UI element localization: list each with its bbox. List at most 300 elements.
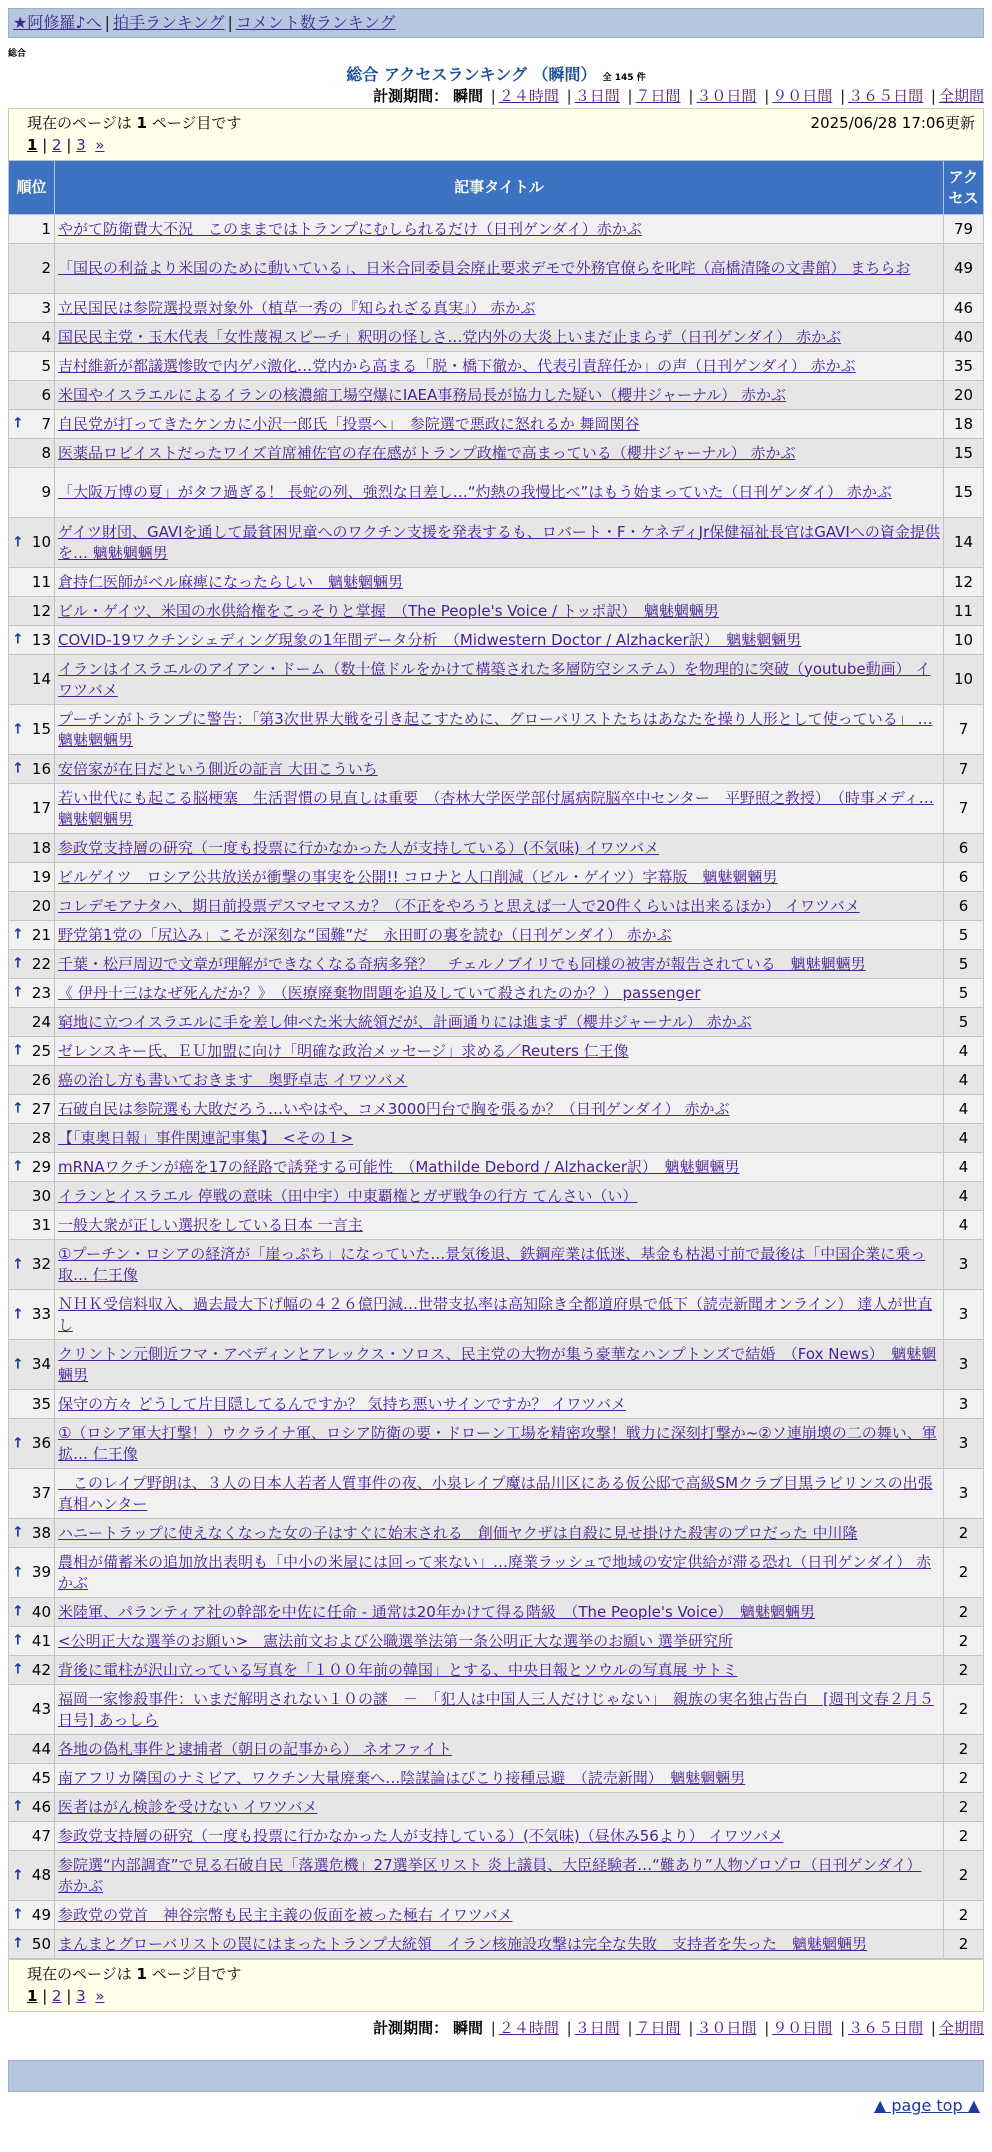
table-row: [9, 1685, 984, 1735]
rank-number: 8: [41, 443, 51, 462]
article-link[interactable]: 農相が備蓄米の追加放出表明も「中小の米屋には回って来ない」…廃業ラッシュで地域の安定供給が滞る恐れ（日刊ゲンダイ） 赤かぶ: [58, 1552, 931, 1592]
rank-cell: [9, 1685, 55, 1735]
rank-cell: [9, 410, 55, 439]
title-cell: [55, 244, 944, 294]
article-link[interactable]: 南アフリカ隣国のナミビア、ワクチン大量廃棄へ…陰謀論はびこり接種忌避 （読売新聞） 魑魅魍魎男: [58, 1768, 746, 1787]
article-link[interactable]: 参政党支持層の研究（一度も投票に行かなかった人が支持している）(不気味) イワツバメ: [58, 838, 660, 857]
title-cell: [55, 410, 944, 439]
table-row: [9, 468, 984, 518]
rank-cell: [9, 568, 55, 597]
article-link[interactable]: 安倍家が在日だという側近の証言 大田こういち: [58, 759, 378, 778]
period-link-24h[interactable]: ２４時間: [498, 87, 559, 105]
article-link[interactable]: 自民党が打ってきたケンカに小沢一郎氏「投票へ」 参院選で悪政に怒れるか 舞岡関谷: [58, 414, 640, 433]
access-count: 7: [944, 705, 984, 755]
access-count: 2: [944, 1656, 984, 1685]
article-link[interactable]: イランとイスラエル 停戦の意味（田中宇）中東覇権とガザ戦争の行方 てんさい（い）: [58, 1186, 638, 1205]
rank-cell: [9, 834, 55, 863]
table-row: [9, 979, 984, 1008]
rank-cell: [9, 755, 55, 784]
article-link[interactable]: コレデモアナタハ、期日前投票デスマセマスカ？（不正をやろうと思えば一人で20件くらいは出来るほか） イワツバメ: [58, 896, 860, 915]
rank-cell: [9, 705, 55, 755]
access-count: 49: [944, 244, 984, 294]
access-count: 2: [944, 1764, 984, 1793]
access-count: 40: [944, 323, 984, 352]
access-count: 35: [944, 352, 984, 381]
article-link[interactable]: ハニートラップに使えなくなった女の子はすぐに始末される 創価ヤクザは自殺に見せ掛けた殺害のプロだった 中川隆: [58, 1523, 858, 1542]
title-cell: [55, 1822, 944, 1851]
access-count: 20: [944, 381, 984, 410]
access-count: 3: [944, 1419, 984, 1469]
rank-cell: [9, 1340, 55, 1390]
rank-cell: [9, 1822, 55, 1851]
title-cell: [55, 834, 944, 863]
title-cell: [55, 1290, 944, 1340]
article-link[interactable]: 保守の方々 どうして片目隠してるんですか？ 気持ち悪いサインですか？ イワツバメ: [58, 1394, 626, 1413]
article-link[interactable]: 各地の偽札事件と逮捕者（朝日の記事から） ネオファイト: [58, 1739, 453, 1758]
rank-cell: [9, 979, 55, 1008]
access-count: 4: [944, 1211, 984, 1240]
title-cell: [55, 294, 944, 323]
article-link[interactable]: 石破自民は参院選も大敗だろう…いやはや、コメ3000円台で胸を張るか？（日刊ゲンダイ） 赤かぶ: [58, 1099, 730, 1118]
table-row: [9, 518, 984, 568]
rank-number: 3: [41, 298, 51, 317]
title-cell: [55, 597, 944, 626]
access-count: 3: [944, 1290, 984, 1340]
rank-number: 7: [41, 414, 51, 433]
page-2-link-bottom[interactable]: 2: [52, 1987, 62, 2005]
title-cell: [55, 1627, 944, 1656]
article-link[interactable]: 背後に電柱が沢山立っている写真を「１００年前の韓国」とする、中央日報とソウルの写真展 サトミ: [58, 1660, 738, 1679]
rank-cell: [9, 1519, 55, 1548]
table-row: [9, 755, 984, 784]
title-cell: [55, 1182, 944, 1211]
period-label: 計測期間：: [373, 87, 449, 105]
period-current: 瞬間: [452, 87, 483, 105]
access-count: 4: [944, 1153, 984, 1182]
up-arrow-icon: ↑: [12, 721, 24, 737]
comment-ranking-link[interactable]: コメント数ランキング: [235, 13, 396, 32]
title-cell: [55, 1685, 944, 1735]
rank-number: 41: [31, 1631, 51, 1650]
title-cell: [55, 1419, 944, 1469]
rank-number: 27: [31, 1099, 51, 1118]
rank-cell: [9, 1124, 55, 1153]
title-cell: [55, 1240, 944, 1290]
period-link-90d[interactable]: ９０日間: [772, 87, 833, 105]
access-count: 10: [944, 655, 984, 705]
rank-number: 46: [31, 1797, 51, 1816]
rank-number: 5: [41, 356, 51, 375]
up-arrow-icon: ↑: [12, 984, 24, 1001]
rank-cell: [9, 1901, 55, 1930]
next-page-link[interactable]: »: [95, 136, 105, 154]
count-column-header: アクセス: [944, 161, 984, 215]
table-row: [9, 1290, 984, 1340]
up-arrow-icon: ↑: [12, 1256, 24, 1272]
article-link[interactable]: 参院選“内部調査”で見る石破自民「落選危機」27選挙区リスト 炎上議員、大臣経験者…“難あり”人物ゾロゾロ（日刊ゲンダイ） 赤かぶ: [58, 1855, 922, 1895]
article-link[interactable]: 一般大衆が正しい選択をしている日本 一言主: [58, 1215, 363, 1234]
rank-number: 1: [41, 219, 51, 238]
title-cell: [55, 655, 944, 705]
rank-cell: [9, 1066, 55, 1095]
rank-cell: [9, 1764, 55, 1793]
access-count: 5: [944, 921, 984, 950]
rank-cell: [9, 950, 55, 979]
table-row: [9, 1930, 984, 1959]
page-info-bottom: [8, 1959, 984, 2012]
rank-number: 38: [31, 1523, 51, 1542]
table-row: [9, 1548, 984, 1598]
title-cell: [55, 950, 944, 979]
title-cell: [55, 626, 944, 655]
rank-number: 2: [41, 259, 51, 277]
title-cell: [55, 468, 944, 518]
rank-cell: [9, 1793, 55, 1822]
up-arrow-icon: ↑: [12, 1356, 24, 1372]
rank-cell: [9, 1627, 55, 1656]
page-3-link-bottom[interactable]: 3: [76, 1987, 86, 2005]
access-count: 4: [944, 1182, 984, 1211]
table-row: [9, 294, 984, 323]
rank-number: 25: [31, 1041, 51, 1060]
article-link[interactable]: 国民民主党・玉木代表「女性蔑視スピーチ」釈明の怪しさ…党内外の大炎上いまだ止まらず（日刊ゲンダイ） 赤かぶ: [58, 327, 841, 346]
up-arrow-icon: ↑: [12, 1661, 24, 1678]
article-link[interactable]: このレイプ野朗は、３人の日本人若者人質事件の夜、小泉レイプ魔は品川区にある仮公邸で高級SMクラブ目黒ラビリンスの出張 真相ハンター: [58, 1473, 933, 1513]
access-count: 2: [944, 1685, 984, 1735]
article-link[interactable]: ①プーチン・ロシアの経済が「崖っぷち」になっていた…景気後退、鉄鋼産業は低迷、基金も枯渇寸前で最後は「中国企業に乗っ取… 仁王像: [58, 1244, 926, 1284]
article-link[interactable]: まんまとグローバリストの罠にはまったトランプ大統領 イラン核施設攻撃は完全な失敗 支持者を失った 魑魅魍魎男: [58, 1934, 867, 1953]
rank-number: 36: [31, 1434, 51, 1452]
access-count: 2: [944, 1735, 984, 1764]
access-count: 6: [944, 892, 984, 921]
rank-number: 30: [31, 1186, 51, 1205]
page-2-link[interactable]: 2: [52, 136, 62, 154]
title-cell: [55, 568, 944, 597]
article-link[interactable]: 立民国民は参院選投票対象外（植草一秀の『知られざる真実』） 赤かぶ: [58, 298, 536, 317]
rank-number: 48: [31, 1866, 51, 1884]
access-count: 2: [944, 1793, 984, 1822]
title-cell: [55, 518, 944, 568]
access-count: 5: [944, 1008, 984, 1037]
next-page-link-bottom[interactable]: »: [95, 1987, 105, 2005]
rank-cell: [9, 518, 55, 568]
title-cell: [55, 1095, 944, 1124]
title-cell: [55, 1548, 944, 1598]
table-row: [9, 1340, 984, 1390]
title-column-header: 記事タイトル: [55, 161, 944, 215]
access-count: 15: [944, 439, 984, 468]
rank-number: 14: [31, 670, 51, 688]
title-cell: [55, 1851, 944, 1901]
rank-number: 17: [31, 799, 51, 817]
title-cell: [55, 705, 944, 755]
table-row: [9, 1469, 984, 1519]
period-link-7d-bottom[interactable]: ７日間: [635, 2019, 681, 2037]
table-row: [9, 1390, 984, 1419]
article-link[interactable]: ゼレンスキー氏、ＥＵ加盟に向け「明確な政治メッセージ」求める／Reuters 仁王像: [58, 1041, 629, 1060]
access-count: 3: [944, 1390, 984, 1419]
rank-number: 22: [31, 954, 51, 973]
article-link[interactable]: 福岡一家惨殺事件：いまだ解明されない１０の謎 － 「犯人は中国人三人だけじゃない」 親族の実名独占告白 [週刊文春２月５日号] あっしら: [58, 1689, 934, 1729]
article-link[interactable]: 参政党支持層の研究（一度も投票に行かなかった人が支持している）(不気味)（昼休み56より） イワツバメ: [58, 1826, 784, 1845]
table-row: [9, 1419, 984, 1469]
up-arrow-icon: ↑: [12, 1524, 24, 1541]
article-link[interactable]: 【「東奥日報」事件関連記事集】 <その１>: [58, 1128, 354, 1147]
article-link[interactable]: 癌の治し方も書いておきます 奥野卓志 イワツバメ: [58, 1070, 408, 1089]
article-link[interactable]: COVID-19ワクチンシェディング現象の1年間データ分析 （Midwestern Doctor / Alzhacker訳） 魑魅魍魎男: [58, 630, 802, 649]
period-link-3d[interactable]: ３日間: [574, 87, 620, 105]
article-link[interactable]: クリントン元側近フマ・アベディンとアレックス・ソロス、民主党の大物が集う豪華なハンプトンズで結婚 （Fox News） 魑魅魍魎男: [58, 1344, 937, 1384]
home-link[interactable]: ★阿修羅♪へ: [13, 13, 102, 32]
table-row: [9, 439, 984, 468]
rank-cell: [9, 215, 55, 244]
table-row: [9, 1182, 984, 1211]
article-link[interactable]: 米国やイスラエルによるイランの核濃縮工場空爆にIAEA事務局長が協力した疑い（櫻井ジャーナル） 赤かぶ: [58, 385, 786, 404]
top-navigation: ★阿修羅♪へ | 拍手ランキング | コメント数ランキング: [8, 8, 984, 38]
title-cell: [55, 1211, 944, 1240]
period-label-bottom: 計測期間：: [373, 2019, 449, 2037]
title-cell: [55, 1901, 944, 1930]
article-link[interactable]: ＮＨＫ受信料収入、過去最大下げ幅の４２６億円減…世帯支払率は高知除き全都道府県で低下（読売新聞オンライン） 達人が世直し: [58, 1294, 933, 1334]
article-link[interactable]: ビル・ゲイツ、米国の水供給権をこっそりと掌握 （The People's Voice / トッポ訳） 魑魅魍魎男: [58, 601, 719, 620]
total-count: 全 145 件: [602, 73, 646, 83]
table-row: [9, 381, 984, 410]
rank-cell: [9, 1598, 55, 1627]
up-arrow-icon: ↑: [12, 1306, 24, 1322]
table-row: [9, 1066, 984, 1095]
rank-cell: [9, 352, 55, 381]
page-top-link[interactable]: ▲ page top ▲: [873, 2096, 980, 2115]
access-count: 4: [944, 1095, 984, 1124]
article-link[interactable]: <公明正大な選挙のお願い> 憲法前文および公職選挙法第一条公明正大な選挙のお願い 選挙研究所: [58, 1631, 733, 1650]
rank-cell: [9, 439, 55, 468]
table-row: [9, 1598, 984, 1627]
table-row: [9, 568, 984, 597]
pagination-top: 1 | 2 | 3 »: [27, 136, 105, 154]
period-current-bottom: 瞬間: [452, 2019, 483, 2037]
rank-cell: [9, 1656, 55, 1685]
article-link[interactable]: ①（ロシア軍大打撃！）ウクライナ軍、ロシア防衛の要・ドローン工場を精密攻撃！戦力に深刻打撃か~②ソ連崩壊の二の舞い、軍拡… 仁王像: [58, 1423, 937, 1463]
up-arrow-icon: ↑: [12, 926, 24, 943]
period-link-all-bottom[interactable]: 全期間: [938, 2019, 984, 2037]
title-cell: [55, 1390, 944, 1419]
rank-cell: [9, 1211, 55, 1240]
rank-cell: [9, 1735, 55, 1764]
table-row: [9, 921, 984, 950]
access-count: 12: [944, 568, 984, 597]
period-link-all[interactable]: 全期間: [938, 87, 984, 105]
access-count: 2: [944, 1930, 984, 1959]
access-count: 14: [944, 518, 984, 568]
rank-cell: [9, 597, 55, 626]
title-cell: [55, 1930, 944, 1959]
rank-number: 37: [31, 1484, 51, 1502]
rank-number: 32: [31, 1255, 51, 1273]
ranking-table: [8, 160, 984, 1959]
rank-cell: [9, 468, 55, 518]
rank-number: 42: [31, 1660, 51, 1679]
rank-number: 12: [31, 601, 51, 620]
rank-cell: [9, 1240, 55, 1290]
table-row: [9, 352, 984, 381]
rank-cell: [9, 294, 55, 323]
access-count: 2: [944, 1519, 984, 1548]
article-link[interactable]: 倉持仁医師がベル麻痺になったらしい 魑魅魍魎男: [58, 572, 404, 591]
period-link-3d-bottom[interactable]: ３日間: [574, 2019, 620, 2037]
rank-number: 20: [31, 896, 51, 915]
current-page-text-bottom: 現在のページは 1 ページ目です: [27, 1965, 242, 1983]
article-link[interactable]: プーチンがトランプに警告：「第3次世界大戦を引き起こすために、グローバリストたちはあなたを操り人形として使っている」 … 魑魅魍魎男: [58, 709, 933, 749]
update-time: 2025/06/28 17:06更新: [810, 114, 975, 132]
period-link-30d[interactable]: ３０日間: [696, 87, 757, 105]
access-count: 46: [944, 294, 984, 323]
rank-cell: [9, 1469, 55, 1519]
title-cell: [55, 1124, 944, 1153]
access-count: 79: [944, 215, 984, 244]
table-row: [9, 950, 984, 979]
table-row: [9, 215, 984, 244]
title-cell: [55, 1469, 944, 1519]
rank-cell: [9, 1390, 55, 1419]
rank-cell: [9, 655, 55, 705]
period-link-7d[interactable]: ７日間: [635, 87, 681, 105]
rank-number: 28: [31, 1128, 51, 1147]
page-title: [8, 62, 984, 84]
table-row: [9, 784, 984, 834]
up-arrow-icon: ↑: [12, 1158, 24, 1175]
rank-number: 16: [31, 759, 51, 778]
article-link[interactable]: 野党第1党の「尻込み」こそが深刻な“国難”だ 永田町の裏を読む（日刊ゲンダイ） 赤かぶ: [58, 925, 672, 944]
title-cell: [55, 892, 944, 921]
table-row: [9, 892, 984, 921]
title-cell: [55, 784, 944, 834]
title-cell: [55, 755, 944, 784]
access-count: 2: [944, 1851, 984, 1901]
rank-cell: [9, 244, 55, 294]
article-link[interactable]: mRNAワクチンが癌を17の経路で誘発する可能性 （Mathilde Debord / Alzhacker訳） 魑魅魍魎男: [58, 1157, 740, 1176]
up-arrow-icon: ↑: [12, 1435, 24, 1451]
rank-number: 35: [31, 1394, 51, 1413]
period-link-90d-bottom[interactable]: ９０日間: [772, 2019, 833, 2037]
article-link[interactable]: 若い世代にも起こる脳梗塞 生活習慣の見直しは重要 （杏林大学医学部付属病院脳卒中センター 平野照之教授） （時事メディ… 魑魅魍魎男: [58, 788, 934, 828]
article-link[interactable]: 「大阪万博の夏」がタフ過ぎる！ 長蛇の列、強烈な日差し…“灼熱の我慢比べ”はもう始まっていた（日刊ゲンダイ） 赤かぶ: [58, 483, 892, 501]
rank-number: 43: [31, 1700, 51, 1718]
title-cell: [55, 1519, 944, 1548]
table-row: [9, 1656, 984, 1685]
rank-number: 44: [31, 1739, 51, 1758]
up-arrow-icon: ↑: [12, 534, 24, 550]
clap-ranking-link[interactable]: 拍手ランキング: [112, 13, 225, 32]
access-count: 2: [944, 1627, 984, 1656]
title-cell: [55, 352, 944, 381]
article-link[interactable]: 吉村維新が都議選惨敗で内ゲバ激化…党内から高まる「脱・橋下徹か、代表引責辞任か」の声（日刊ゲンダイ） 赤かぶ: [58, 356, 856, 375]
category-label: 総合: [8, 49, 27, 59]
rank-number: 50: [31, 1934, 51, 1953]
title-cell: [55, 1008, 944, 1037]
access-count: 5: [944, 979, 984, 1008]
rank-cell: [9, 1419, 55, 1469]
period-link-365d[interactable]: ３６５日間: [848, 87, 924, 105]
article-link[interactable]: 参政党の党首 神谷宗幣も民主主義の仮面を被った極右 イワツバメ: [58, 1905, 513, 1924]
table-row: [9, 1095, 984, 1124]
table-row: [9, 597, 984, 626]
rank-number: 10: [31, 533, 51, 551]
title-cell: [55, 1153, 944, 1182]
article-link[interactable]: ビルゲイツ ロシア公共放送が衝撃の事実を公開!! コロナと人口削減（ビル・ゲイツ）字幕版 魑魅魍魎男: [58, 867, 778, 886]
table-row: [9, 1764, 984, 1793]
table-row: [9, 1627, 984, 1656]
title-cell: [55, 1793, 944, 1822]
title-cell: [55, 381, 944, 410]
access-count: 2: [944, 1598, 984, 1627]
article-link[interactable]: イランはイスラエルのアイアン・ドーム（数十億ドルをかけて構築された多層防空システム）を物理的に突破（youtube動画） イワツバメ: [58, 659, 931, 699]
title-cell: [55, 323, 944, 352]
rank-number: 23: [31, 983, 51, 1002]
rank-cell: [9, 1290, 55, 1340]
title-cell: [55, 921, 944, 950]
table-row: [9, 1735, 984, 1764]
access-count: 4: [944, 1037, 984, 1066]
table-row: [9, 1519, 984, 1548]
article-link[interactable]: 医薬品ロビイストだったワイズ首席補佐官の存在感がトランプ政権で高まっている（櫻井ジャーナル） 赤かぶ: [58, 443, 796, 462]
rank-cell: [9, 1037, 55, 1066]
page-3-link[interactable]: 3: [76, 136, 86, 154]
article-link[interactable]: 千葉・松戸周辺で文章が理解ができなくなる奇病多発？ チェルノブイリでも同様の被害が報告されている 魑魅魍魎男: [58, 954, 866, 973]
rank-number: 4: [41, 327, 51, 346]
rank-cell: [9, 921, 55, 950]
title-cell: [55, 1340, 944, 1390]
table-row: [9, 705, 984, 755]
period-link-24h-bottom[interactable]: ２４時間: [498, 2019, 559, 2037]
article-link[interactable]: 米陸軍、パランティア社の幹部を中佐に任命 - 通常は20年かけて得る階級 （The People's Voice） 魑魅魍魎男: [58, 1602, 815, 1621]
current-page-text: 現在のページは 1 ページ目です: [27, 114, 242, 132]
period-selector-bottom: 計測期間： 瞬間 | ２４時間 | ３日間 | ７日間 | ３０日間 | ９０日間 | ３６５日間 | 全期間: [373, 2019, 984, 2037]
up-arrow-icon: ↑: [12, 1632, 24, 1649]
up-arrow-icon: ↑: [12, 1867, 24, 1883]
rank-column-header: 順位: [9, 161, 55, 215]
period-selector-top: 計測期間： 瞬間 | ２４時間 | ３日間 | ７日間 | ３０日間 | ９０日間 | ３６５日間 | 全期間: [373, 87, 984, 105]
access-count: 2: [944, 1822, 984, 1851]
up-arrow-icon: ↑: [12, 1798, 24, 1815]
table-row: [9, 1124, 984, 1153]
period-link-30d-bottom[interactable]: ３０日間: [696, 2019, 757, 2037]
article-link[interactable]: やがて防衛費大不況 このままではトランプにむしられるだけ（日刊ゲンダイ）赤かぶ: [58, 219, 642, 238]
up-arrow-icon: ↑: [12, 955, 24, 972]
article-link[interactable]: 窮地に立つイスラエルに手を差し伸べた米大統領だが、計画通りには進まず（櫻井ジャーナル） 赤かぶ: [58, 1012, 752, 1031]
title-cell: [55, 1656, 944, 1685]
rank-number: 18: [31, 838, 51, 857]
article-link[interactable]: 《 伊丹十三はなぜ死んだか？》 （医療廃棄物問題を追及していて殺されたのか？） passenger: [58, 983, 701, 1002]
article-link[interactable]: 「国民の利益より米国のために動いている」、日米合同委員会廃止要求デモで外務官僚らを叱咤（高橋清隆の文書館） まちらお: [58, 259, 911, 277]
article-link[interactable]: ゲイツ財団、GAVIを通して最貧困児童へのワクチン支援を発表するも、ロバート・F・ケネディJr保健福祉長官はGAVIへの資金提供を… 魑魅魍魎男: [58, 522, 940, 562]
table-row: [9, 1901, 984, 1930]
rank-number: 21: [31, 925, 51, 944]
rank-number: 49: [31, 1905, 51, 1924]
rank-cell: [9, 323, 55, 352]
rank-number: 45: [31, 1768, 51, 1787]
rank-cell: [9, 626, 55, 655]
access-count: 18: [944, 410, 984, 439]
table-row: [9, 1822, 984, 1851]
access-count: 7: [944, 784, 984, 834]
period-link-365d-bottom[interactable]: ３６５日間: [848, 2019, 924, 2037]
article-link[interactable]: 医者はがん検診を受けない イワツバメ: [58, 1797, 318, 1816]
rank-number: 6: [41, 385, 51, 404]
rank-number: 9: [41, 483, 51, 501]
rank-cell: [9, 1930, 55, 1959]
rank-number: 34: [31, 1355, 51, 1373]
up-arrow-icon: ↑: [12, 1042, 24, 1059]
